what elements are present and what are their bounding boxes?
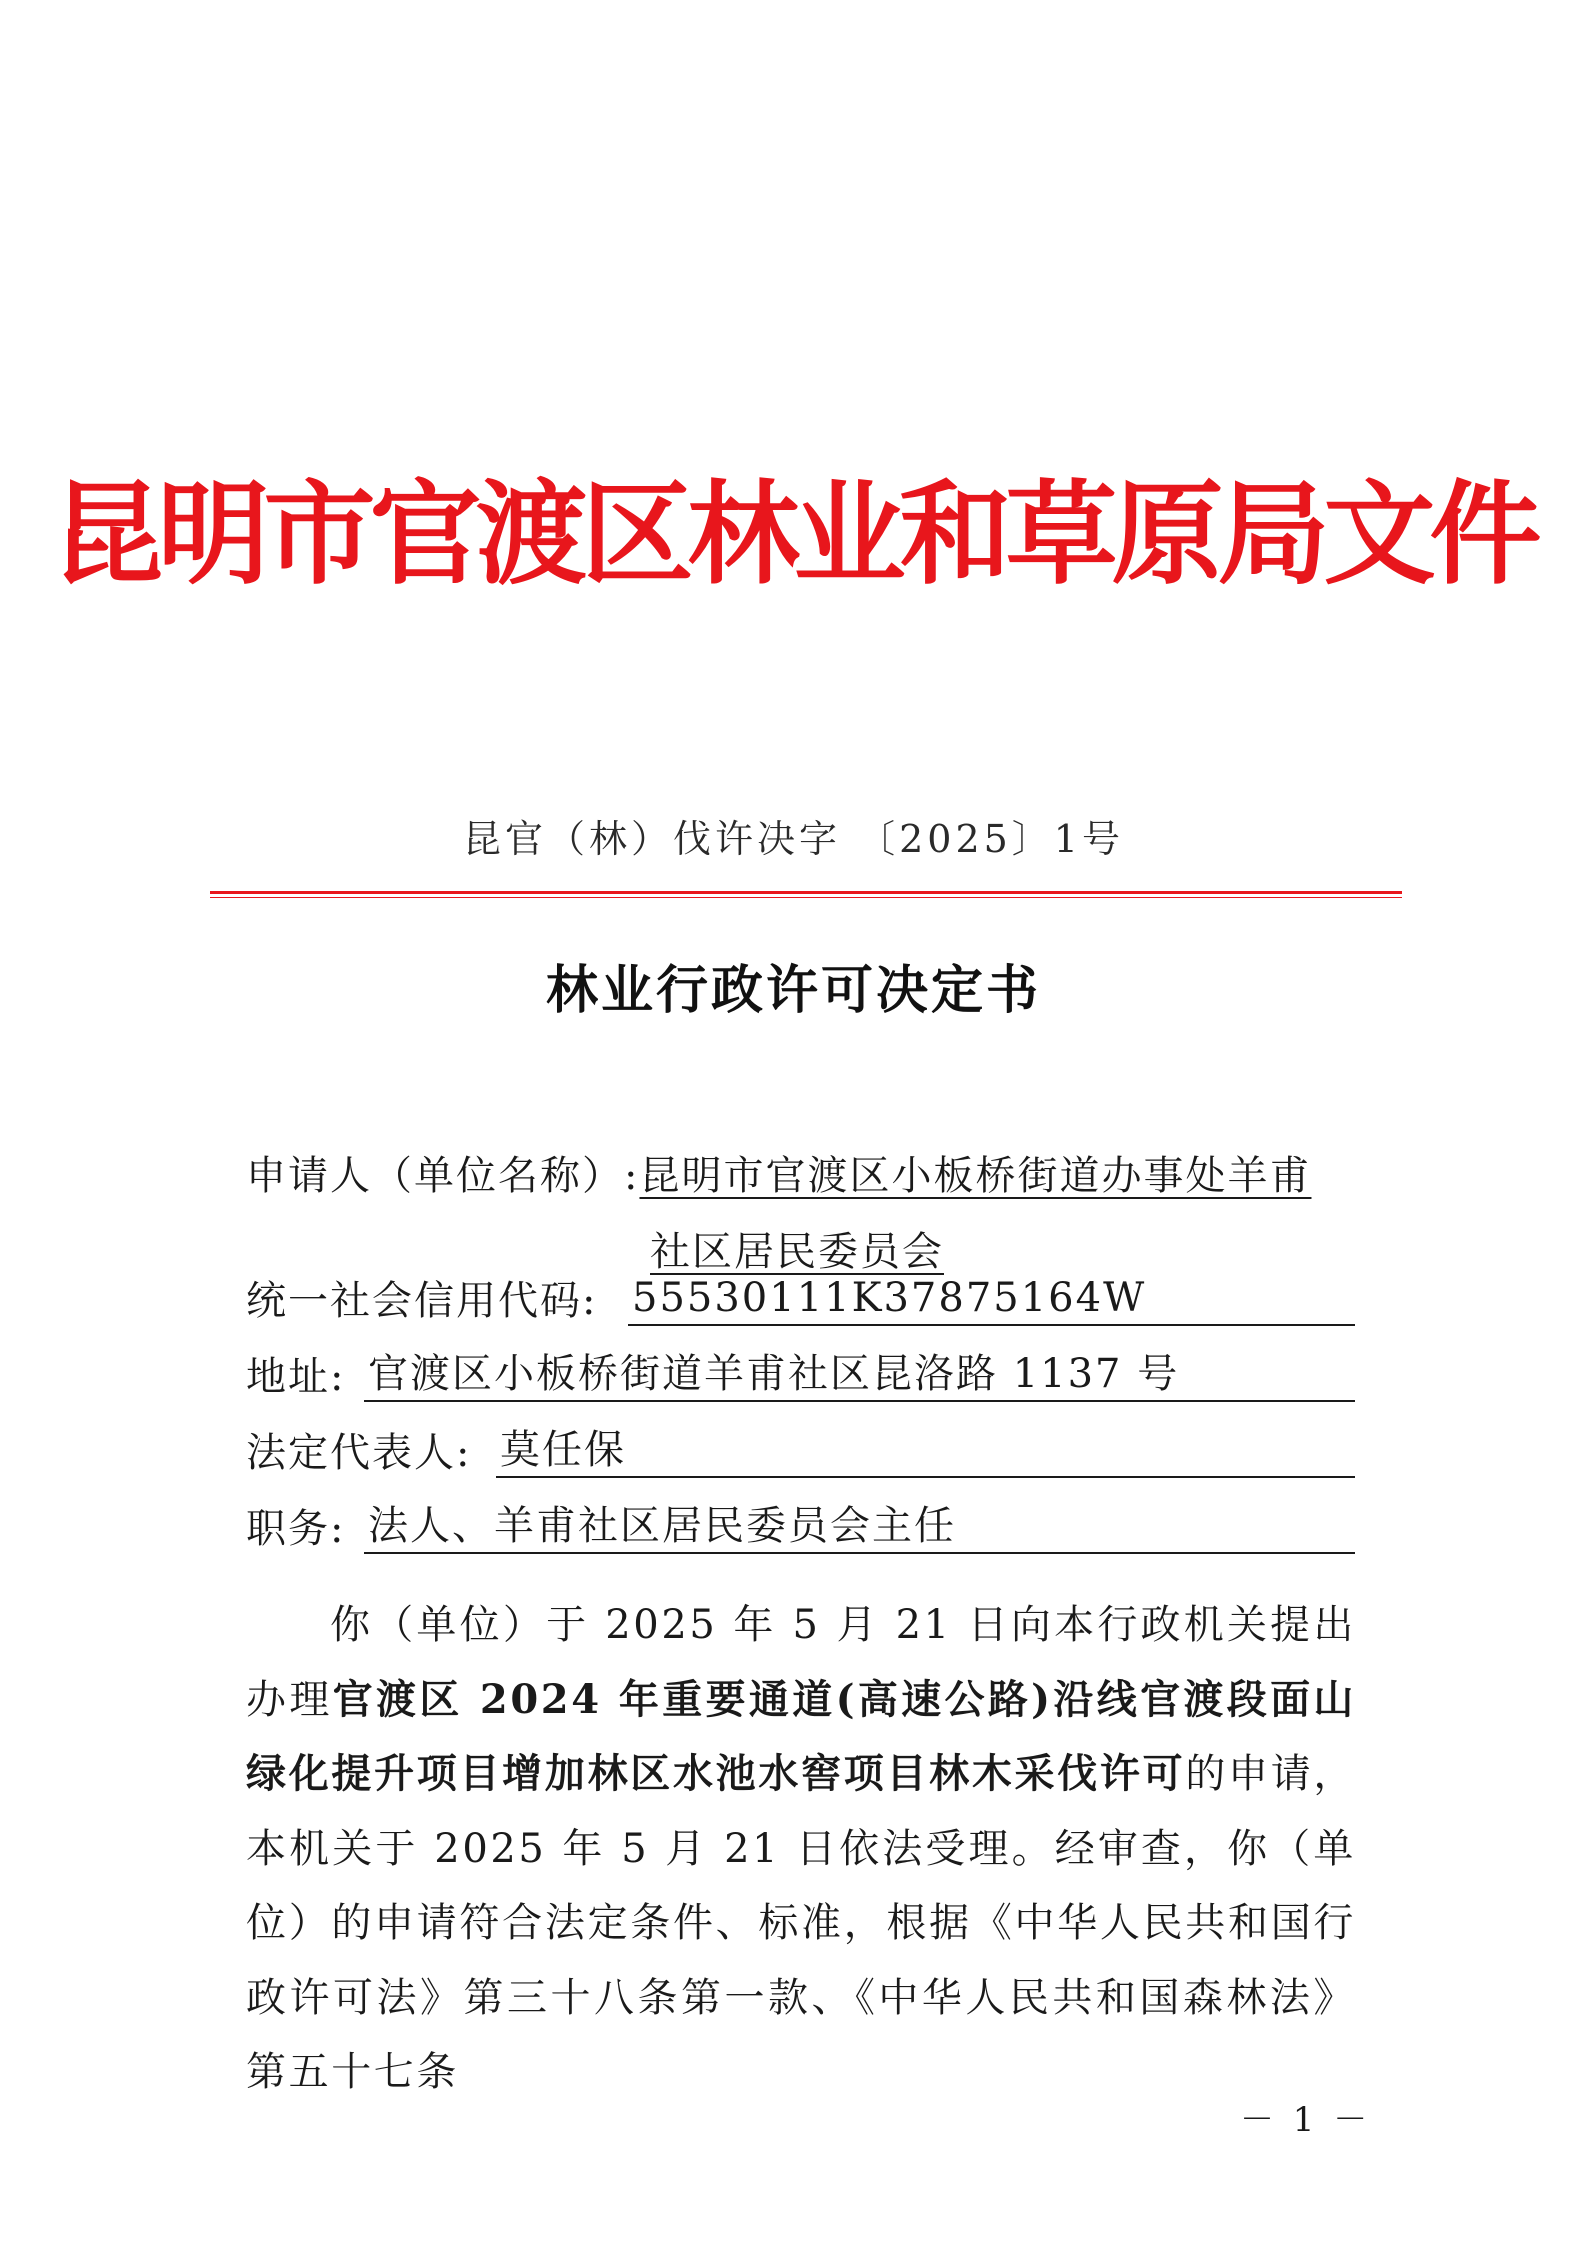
project-name: 官渡区 2024 年重要通道(高速公路)沿线官渡段面山绿化提升项目增加林区水池水窖项目林木采伐许可 — [246, 1675, 1357, 1797]
red-divider-line — [210, 891, 1402, 894]
position-row — [246, 1500, 1355, 1560]
credit-code-label: 统一社会信用代码: — [246, 1278, 598, 1324]
page-number: － 1 － — [1240, 2100, 1372, 2140]
document-header-title: 昆明市官渡区林业和草原局文件 — [51, 470, 1536, 600]
legal-representative-row — [246, 1424, 1355, 1484]
body-text-part1: 你（单位）于 2025 年 5 月 21 日向本行政机关提出办理 — [246, 1602, 1356, 1723]
applicant-row — [246, 1144, 1311, 1201]
red-divider-line-thin — [210, 897, 1402, 898]
position-label: 职务: — [246, 1506, 346, 1552]
credit-code-value: 55530111K37875164W — [628, 1272, 1355, 1326]
legal-representative-label: 法定代表人: — [246, 1430, 472, 1476]
applicant-row-continued — [650, 1220, 944, 1277]
address-value: 官渡区小板桥街道羊甫社区昆洛路 1137 号 — [364, 1348, 1355, 1402]
credit-code-row — [246, 1272, 1355, 1332]
position-value: 法人、羊甫社区居民委员会主任 — [364, 1500, 1355, 1554]
address-label: 地址: — [246, 1354, 346, 1400]
address-row — [246, 1348, 1355, 1408]
applicant-value-line2: 社区居民委员会 — [650, 1229, 944, 1275]
document-heading: 林业行政许可决定书 — [545, 960, 1041, 1021]
document-number: 昆官（林）伐许决字 〔2025〕1号 — [463, 817, 1124, 861]
applicant-label: 申请人（单位名称）: — [246, 1153, 640, 1199]
body-text-part2: 的申请，本机关于 2025 年 5 月 21 日依法受理。经审查，你（单位）的申请符合法定条件、标准，根据《中华人民共和国行政许可法》第三十八条第一款、《中华人民共和国森林法》第五十七条 — [246, 1751, 1356, 2095]
body-paragraph — [246, 1588, 1356, 2110]
applicant-value-line1: 昆明市官渡区小板桥街道办事处羊甫 — [639, 1153, 1312, 1199]
legal-representative-value: 莫任保 — [496, 1424, 1355, 1478]
